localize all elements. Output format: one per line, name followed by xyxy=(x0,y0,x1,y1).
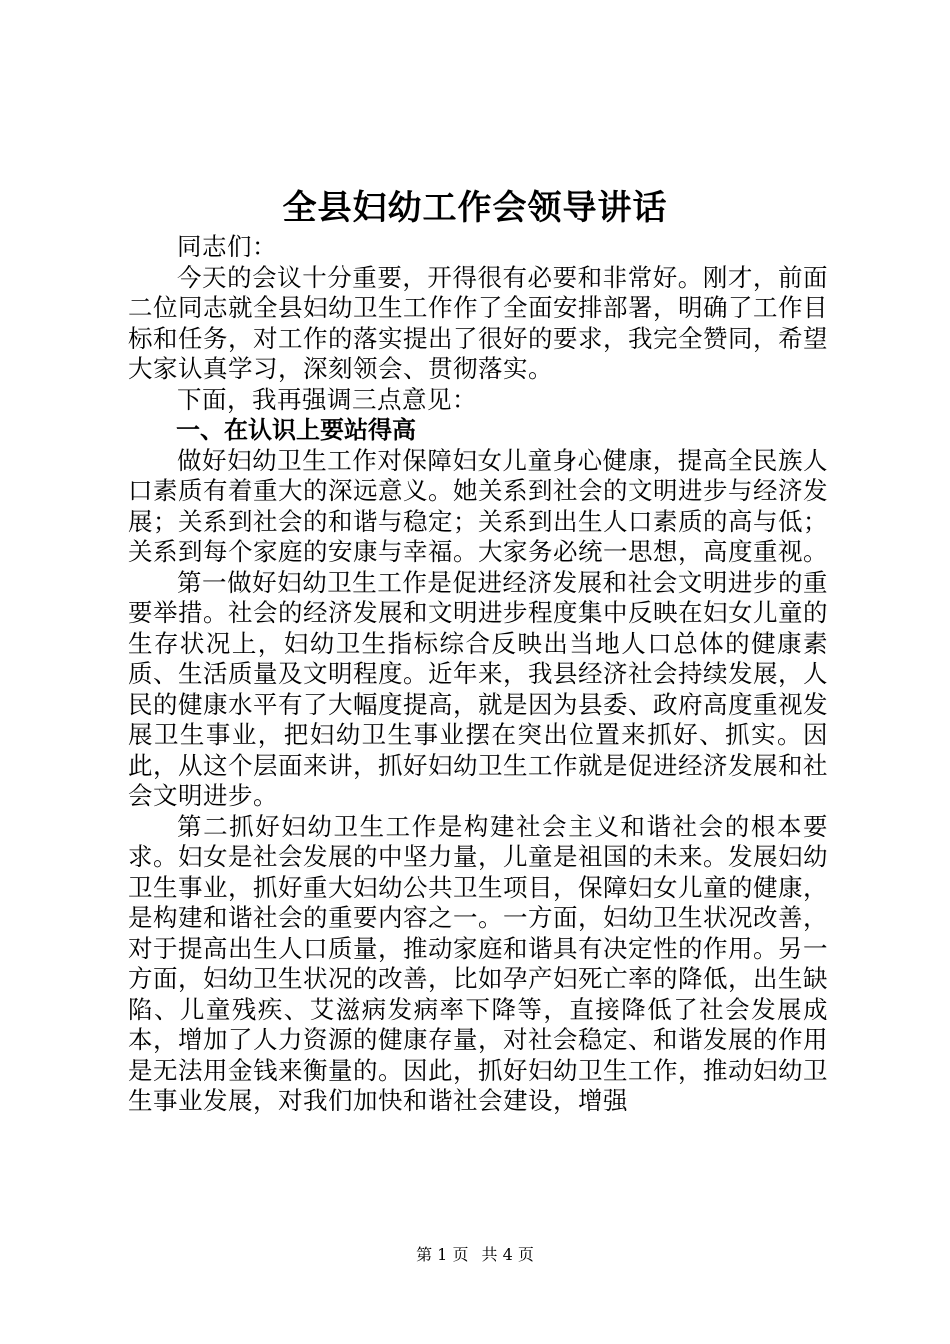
paragraph-intro-points: 下面，我再强调三点意见： xyxy=(177,384,477,414)
page-number: 第 1 页 xyxy=(416,1245,469,1264)
paragraph-point-first: 第一做好妇幼卫生工作是促进经济发展和社会文明进步的重要举措。社会的经济发展和文明进步程度集中反映在妇女儿童的生存状况上，妇幼卫生指标综合反映出当地人口总体的健康素质、生活质量及文明程度。近年来，我县经济社会持续发展，人民的健康水平有了大幅度提高，就是因为县委、政府高度重视发展卫生事业，把妇幼卫生事业摆在突出位置来抓好、抓实。因此，从这个层面来讲，抓好妇幼卫生工作就是促进经济发展和社会文明进步。 xyxy=(128,567,828,810)
section-heading-1: 一、在认识上要站得高 xyxy=(176,416,416,444)
paragraph-opening: 今天的会议十分重要，开得很有必要和非常好。刚才，前面二位同志就全县妇幼卫生工作作了全面安排部署，明确了工作目标和任务，对工作的落实提出了很好的要求，我完全赞同，希望大家认真学习，深刻领会、贯彻落实。 xyxy=(128,262,828,383)
document-body xyxy=(128,232,828,1117)
paragraph-salutation: 同志们： xyxy=(177,232,277,261)
paragraph-significance: 做好妇幼卫生工作对保障妇女儿童身心健康，提高全民族人口素质有着重大的深远意义。她关系到社会的文明进步与经济发展；关系到社会的和谐与稳定；关系到出生人口素质的高与低；关系到每个家庭的安康与幸福。大家务必统一思想，高度重视。 xyxy=(128,445,828,566)
document-title: 全县妇幼工作会领导讲话 xyxy=(282,188,668,228)
page-footer xyxy=(0,1243,950,1267)
paragraph-point-second: 第二抓好妇幼卫生工作是构建社会主义和谐社会的根本要求。妇女是社会发展的中坚力量，儿童是祖国的未来。发展妇幼卫生事业，抓好重大妇幼公共卫生项目，保障妇女儿童的健康，是构建和谐社会的重要内容之一。一方面，妇幼卫生状况改善，对于提高出生人口质量，推动家庭和谐具有决定性的作用。另一方面，妇幼卫生状况的改善，比如孕产妇死亡率的降低，出生缺陷、儿童残疾、艾滋病发病率下降等，直接降低了社会发展成本，增加了人力资源的健康存量，对社会稳定、和谐发展的作用是无法用金钱来衡量的。因此，抓好妇幼卫生工作，推动妇幼卫生事业发展，对我们加快和谐社会建设，增强 xyxy=(128,811,828,1115)
page-total: 共 4 页 xyxy=(481,1245,534,1264)
